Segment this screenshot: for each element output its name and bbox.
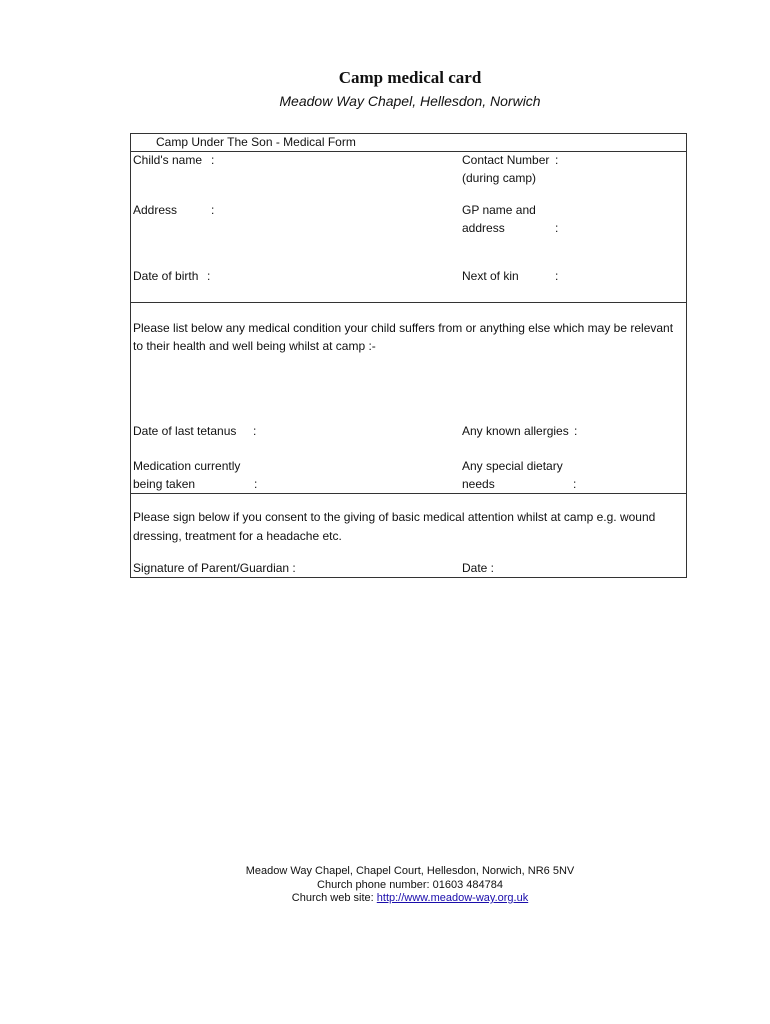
medication-label: Medication currently <box>133 459 241 473</box>
next-of-kin-colon: : <box>555 269 559 283</box>
address-label: Address <box>133 203 178 217</box>
gp-name-label: GP name and <box>462 203 536 217</box>
consent-text-2: dressing, treatment for a headache etc. <box>133 529 342 543</box>
allergies-colon: : <box>574 424 578 438</box>
childs-name-colon: : <box>211 153 215 167</box>
medication-colon: : <box>254 477 258 491</box>
medical-details-divider <box>130 493 687 494</box>
form-heading-divider <box>130 151 687 152</box>
medication-label-2: being taken <box>133 477 196 491</box>
dietary-colon: : <box>573 477 577 491</box>
contact-number-label: Contact Number <box>462 153 550 167</box>
gp-colon: : <box>555 221 559 235</box>
date-label: Date : <box>462 561 495 575</box>
date-of-birth-label: Date of birth <box>133 269 199 283</box>
medical-conditions-text-2: to their health and well being whilst at camp :- <box>133 339 376 353</box>
medical-conditions-text: Please list below any medical condition your child suffers from or anything else which may be relevant <box>133 321 674 335</box>
footer-website <box>0 891 770 905</box>
form-heading: Camp Under The Son - Medical Form <box>156 135 356 149</box>
footer-address: Meadow Way Chapel, Chapel Court, Hellesdon, Norwich, NR6 5NV <box>245 865 575 877</box>
consent-text: Please sign below if you consent to the giving of basic medical attention whilst at camp e.g. wound <box>133 510 656 524</box>
date-of-birth-colon: : <box>207 269 211 283</box>
childs-name-label: Child's name <box>133 153 202 167</box>
page-subtitle: Meadow Way Chapel, Hellesdon, Norwich <box>279 93 541 109</box>
website-link[interactable]: http://www.meadow-way.org.uk <box>376 892 529 904</box>
address-colon: : <box>211 203 215 217</box>
dietary-label: Any special dietary <box>462 459 563 473</box>
contact-number-colon: : <box>555 153 559 167</box>
gp-address-label: address <box>462 221 505 235</box>
signature-label: Signature of Parent/Guardian : <box>133 561 296 575</box>
page-title: Camp medical card <box>338 68 482 87</box>
last-tetanus-colon: : <box>253 424 257 438</box>
next-of-kin-label: Next of kin <box>462 269 519 283</box>
contact-number-note: (during camp) <box>462 171 537 185</box>
allergies-label: Any known allergies <box>462 424 569 438</box>
dietary-label-2: needs <box>462 477 495 491</box>
last-tetanus-label: Date of last tetanus <box>133 424 237 438</box>
footer-website-label: Church web site: <box>291 892 374 904</box>
personal-details-divider <box>130 302 687 303</box>
footer-phone: Church phone number: 01603 484784 <box>317 879 503 891</box>
